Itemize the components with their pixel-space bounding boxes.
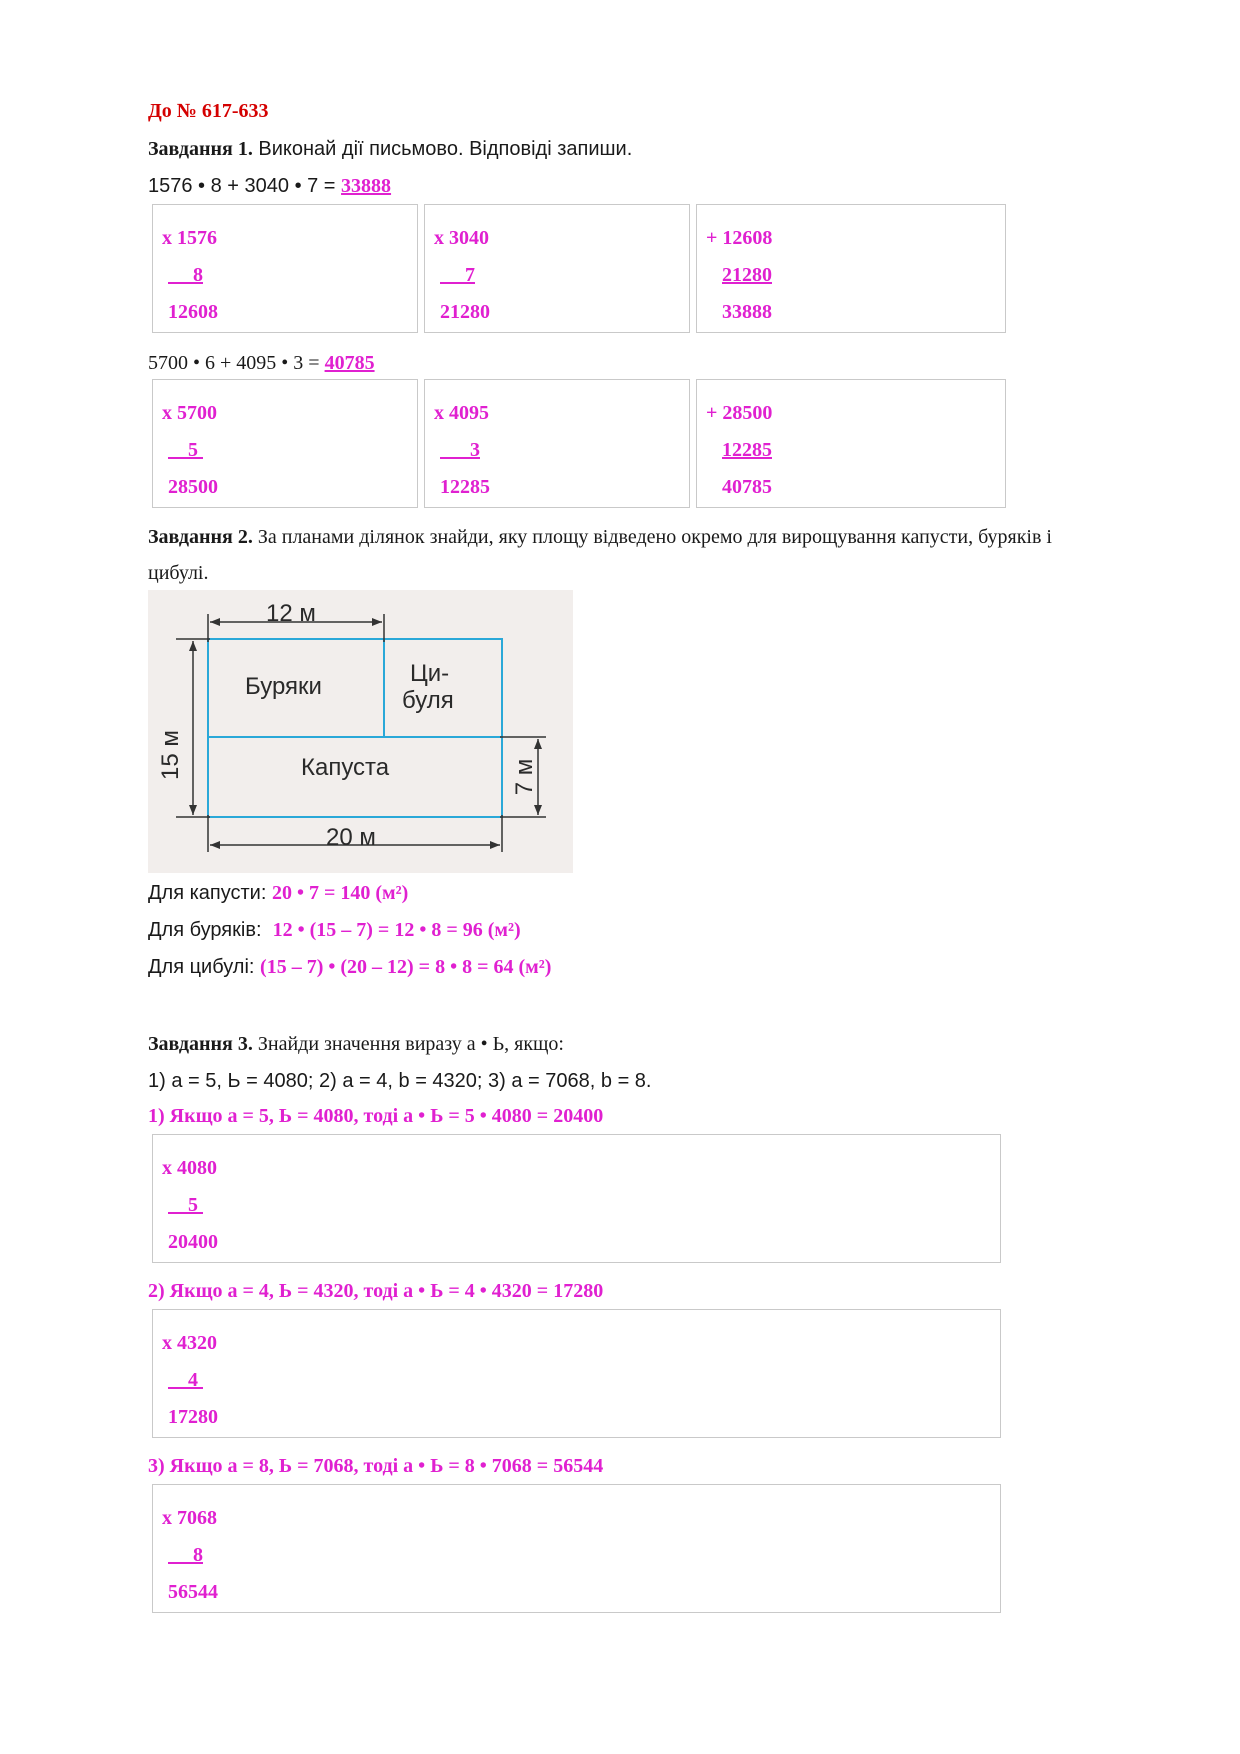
dim-label-right: 7 м (511, 758, 538, 796)
calc-box (424, 379, 690, 508)
calc-line-3: 12608 (168, 301, 218, 323)
calc-line-2: 8 (168, 1544, 203, 1566)
calc-line-2: 8 (168, 264, 203, 286)
calc-line-2: 5 (168, 1194, 203, 1216)
calc-line-2: 3 (440, 439, 480, 461)
answer-label: Для цибулі: (148, 956, 261, 978)
calc-box (424, 204, 690, 333)
calc-line-2: 7 (440, 264, 475, 286)
area-label-cabbage: Капуста (301, 754, 390, 781)
task1-expression-1 (148, 175, 391, 198)
calc-line-2: 12285 (722, 439, 772, 461)
dim-label-top: 12 м (266, 600, 316, 627)
task2-label: Завдання 2. (148, 526, 253, 548)
area-label-beets: Буряки (245, 673, 322, 700)
calc-line-1: х 4080 (162, 1157, 217, 1179)
calc-box (152, 379, 418, 508)
expression-answer: 40785 (324, 352, 375, 374)
answer-label: Для буряків: (148, 919, 273, 941)
area-label-onion-2: буля (402, 687, 454, 714)
area-label-onion-1: Ци- (410, 660, 450, 687)
calc-line-3: 28500 (168, 476, 218, 498)
task2-statement (148, 526, 1052, 549)
answer-label: Для капусти: (148, 882, 272, 904)
answer-value: (15 – 7) • (20 – 12) = 8 • 8 = 64 (м²) (260, 956, 552, 978)
task2-text-line-2: цибулі. (148, 562, 209, 584)
task1-calc-row-1 (152, 204, 1006, 333)
answer-onion (148, 956, 551, 979)
calc-box (696, 379, 1006, 508)
plot-outline (208, 639, 502, 817)
case-title-2: 2) Якщо а = 4, Ь = 4320, тоді а • Ь = 4 • 4320 = 17280 (148, 1280, 604, 1302)
calc-line-3: 33888 (722, 301, 772, 323)
case-calc-box-2 (152, 1309, 1001, 1438)
calc-line-2: 21280 (722, 264, 772, 286)
calc-box (152, 204, 418, 333)
garden-plan-diagram (148, 590, 573, 873)
case-calc-box-1 (152, 1134, 1001, 1263)
calc-line-3: 56544 (168, 1581, 218, 1603)
calc-line-1: + 28500 (706, 402, 773, 424)
case-calc-box-3 (152, 1484, 1001, 1613)
dim-label-bottom: 20 м (326, 824, 376, 851)
task3-statement (148, 1033, 564, 1056)
answer-value: 12 • (15 – 7) = 12 • 8 = 96 (м²) (272, 919, 521, 941)
task3-conditions: 1) а = 5, Ь = 4080; 2) а = 4, b = 4320; 3) а = 7068, b = 8. (148, 1070, 652, 1092)
task1-text: Виконай дії письмово. Відповіді запиши. (252, 138, 633, 160)
calc-line-2: 4 (168, 1369, 203, 1391)
calc-line-1: х 5700 (162, 402, 217, 424)
page-heading: До № 617-633 (148, 100, 269, 122)
calc-line-1: х 4095 (434, 402, 489, 424)
dim-label-left: 15 м (157, 730, 184, 780)
calc-line-3: 40785 (722, 476, 772, 498)
case-title-1: 1) Якщо а = 5, Ь = 4080, тоді а • Ь = 5 • 4080 = 20400 (148, 1105, 604, 1127)
task1-label: Завдання 1. (148, 138, 253, 160)
expression-text: 5700 • 6 + 4095 • 3 = (148, 352, 325, 374)
calc-line-3: 17280 (168, 1406, 218, 1428)
calc-line-2: 5 (168, 439, 203, 461)
calc-line-1: х 3040 (434, 227, 489, 249)
calc-box (696, 204, 1006, 333)
task3-label: Завдання 3. (148, 1033, 253, 1055)
expression-answer: 33888 (341, 175, 392, 197)
calc-line-1: х 7068 (162, 1507, 217, 1529)
task1-expression-2 (148, 352, 375, 375)
answer-beets (148, 919, 521, 942)
answer-value: 20 • 7 = 140 (м²) (271, 882, 409, 904)
task1-statement (148, 138, 632, 161)
calc-line-1: х 1576 (162, 227, 217, 249)
calc-line-1: х 4320 (162, 1332, 217, 1354)
calc-line-1: + 12608 (706, 227, 773, 249)
garden-plan-figure (148, 590, 573, 873)
task1-calc-row-2 (152, 379, 1006, 508)
task3-text: Знайди значення виразу а • Ь, якщо: (252, 1033, 564, 1055)
case-title-3: 3) Якщо а = 8, Ь = 7068, тоді а • Ь = 8 • 7068 = 56544 (148, 1455, 604, 1477)
calc-line-3: 12285 (440, 476, 490, 498)
calc-line-3: 21280 (440, 301, 490, 323)
calc-line-3: 20400 (168, 1231, 218, 1253)
answer-cabbage (148, 882, 408, 905)
expression-text: 1576 • 8 + 3040 • 7 = (148, 175, 342, 197)
task2-text-line-1: За планами ділянок знайди, яку площу відведено окремо для вирощування капусти, буряків і (252, 526, 1052, 548)
